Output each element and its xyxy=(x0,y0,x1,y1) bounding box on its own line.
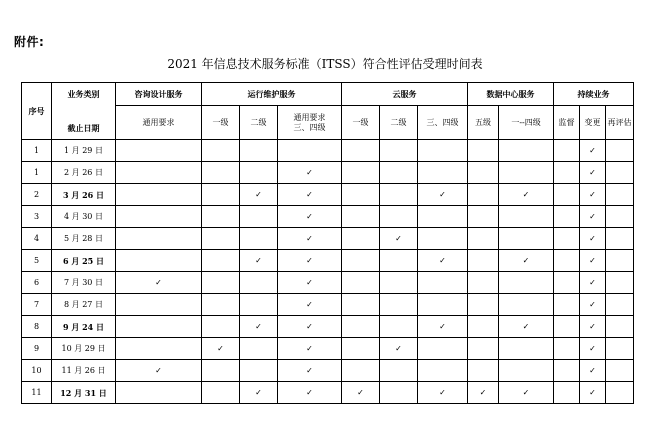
row-cell-2 xyxy=(240,228,278,250)
check-icon: ✓ xyxy=(306,211,313,221)
row-cell-6 xyxy=(418,338,468,360)
row-cell-10 xyxy=(580,250,606,272)
check-icon: ✓ xyxy=(589,145,596,155)
row-cell-0 xyxy=(116,338,202,360)
row-cell-1 xyxy=(202,294,240,316)
row-cell-2 xyxy=(240,338,278,360)
row-cell-2 xyxy=(240,162,278,184)
table-row xyxy=(22,360,634,382)
row-cell-6 xyxy=(418,382,468,404)
row-cell-8 xyxy=(499,184,554,206)
check-icon: ✓ xyxy=(439,387,446,397)
header-group-1: 运行维护服务 xyxy=(202,83,342,106)
row-seq: 1 xyxy=(22,162,52,184)
check-icon: ✓ xyxy=(306,387,313,397)
check-icon: ✓ xyxy=(589,189,596,199)
check-icon: ✓ xyxy=(479,387,487,397)
row-cell-4 xyxy=(342,250,380,272)
row-cell-5 xyxy=(380,184,418,206)
row-cell-1 xyxy=(202,250,240,272)
check-icon: ✓ xyxy=(439,189,446,199)
row-cell-7 xyxy=(468,162,499,184)
row-cell-3 xyxy=(278,184,342,206)
row-cell-4 xyxy=(342,316,380,338)
row-seq: 8 xyxy=(22,316,52,338)
row-cell-7 xyxy=(468,250,499,272)
row-cell-7 xyxy=(468,382,499,404)
header-sub-5: 二级 xyxy=(380,106,418,140)
row-cell-11 xyxy=(606,162,634,184)
row-cell-1 xyxy=(202,228,240,250)
check-icon: ✓ xyxy=(306,277,313,287)
row-cell-7 xyxy=(468,140,499,162)
row-cell-2 xyxy=(240,360,278,382)
table-row xyxy=(22,250,634,272)
row-cell-3 xyxy=(278,360,342,382)
row-cell-8 xyxy=(499,294,554,316)
row-cell-9 xyxy=(554,294,580,316)
check-icon: ✓ xyxy=(589,277,596,287)
check-icon: ✓ xyxy=(306,299,313,309)
header-sub-3: 通用要求 三、四级 xyxy=(278,106,342,140)
row-cell-5 xyxy=(380,272,418,294)
header-sub-6: 三、四级 xyxy=(418,106,468,140)
check-icon: ✓ xyxy=(217,343,224,353)
row-cell-1 xyxy=(202,140,240,162)
row-cell-2 xyxy=(240,294,278,316)
row-cell-3 xyxy=(278,228,342,250)
check-icon: ✓ xyxy=(589,233,596,243)
row-cell-3 xyxy=(278,294,342,316)
check-icon: ✓ xyxy=(439,321,446,331)
row-cell-2 xyxy=(240,184,278,206)
check-icon: ✓ xyxy=(589,167,596,177)
header-sub-11: 再评估 xyxy=(606,106,634,140)
row-cell-4 xyxy=(342,338,380,360)
check-icon: ✓ xyxy=(306,233,313,243)
row-cell-8 xyxy=(499,338,554,360)
check-icon: ✓ xyxy=(522,255,530,265)
row-cell-7 xyxy=(468,228,499,250)
header-sub-10: 变更 xyxy=(580,106,606,140)
row-cell-8 xyxy=(499,206,554,228)
row-cell-6 xyxy=(418,162,468,184)
row-cell-0 xyxy=(116,206,202,228)
check-icon: ✓ xyxy=(255,189,262,199)
row-cell-1 xyxy=(202,272,240,294)
row-cell-11 xyxy=(606,382,634,404)
check-icon: ✓ xyxy=(255,255,262,265)
row-cell-5 xyxy=(380,140,418,162)
row-deadline: 3 月 26 日 xyxy=(52,184,116,206)
check-icon: ✓ xyxy=(255,387,262,397)
row-cell-9 xyxy=(554,382,580,404)
check-icon: ✓ xyxy=(589,387,596,397)
header-group-3: 数据中心服务 xyxy=(468,83,554,106)
row-seq: 11 xyxy=(22,382,52,404)
row-cell-9 xyxy=(554,250,580,272)
row-cell-4 xyxy=(342,184,380,206)
row-cell-11 xyxy=(606,228,634,250)
row-cell-0 xyxy=(116,250,202,272)
row-cell-5 xyxy=(380,228,418,250)
row-cell-5 xyxy=(380,382,418,404)
row-cell-7 xyxy=(468,338,499,360)
row-cell-11 xyxy=(606,184,634,206)
header-category: 业务类别 xyxy=(67,89,100,99)
row-cell-10 xyxy=(580,162,606,184)
row-cell-8 xyxy=(499,250,554,272)
row-cell-4 xyxy=(342,294,380,316)
row-deadline: 1 月 29 日 xyxy=(52,140,116,162)
row-seq: 10 xyxy=(22,360,52,382)
row-cell-3 xyxy=(278,140,342,162)
check-icon: ✓ xyxy=(522,189,530,199)
check-icon: ✓ xyxy=(522,321,530,331)
row-deadline: 10 月 29 日 xyxy=(52,338,116,360)
check-icon: ✓ xyxy=(589,211,596,221)
row-cell-5 xyxy=(380,294,418,316)
row-cell-9 xyxy=(554,228,580,250)
row-cell-3 xyxy=(278,316,342,338)
row-cell-0 xyxy=(116,382,202,404)
row-cell-11 xyxy=(606,360,634,382)
row-cell-5 xyxy=(380,250,418,272)
header-sub-9: 监督 xyxy=(554,106,580,140)
row-seq: 4 xyxy=(22,228,52,250)
row-cell-1 xyxy=(202,316,240,338)
row-deadline: 2 月 26 日 xyxy=(52,162,116,184)
check-icon: ✓ xyxy=(589,343,596,353)
row-cell-6 xyxy=(418,206,468,228)
table-row xyxy=(22,162,634,184)
table-row xyxy=(22,206,634,228)
row-cell-9 xyxy=(554,316,580,338)
row-cell-8 xyxy=(499,162,554,184)
row-cell-3 xyxy=(278,338,342,360)
check-icon: ✓ xyxy=(306,321,313,331)
header-sub-7: 五级 xyxy=(468,106,499,140)
page-title: 2021 年信息技术服务标准（ITSS）符合性评估受理时间表 xyxy=(167,57,483,71)
row-cell-10 xyxy=(580,338,606,360)
row-cell-4 xyxy=(342,272,380,294)
row-cell-3 xyxy=(278,162,342,184)
row-deadline: 9 月 24 日 xyxy=(52,316,116,338)
check-icon: ✓ xyxy=(306,189,313,199)
row-seq: 9 xyxy=(22,338,52,360)
row-cell-2 xyxy=(240,206,278,228)
row-cell-1 xyxy=(202,360,240,382)
check-icon: ✓ xyxy=(589,365,596,375)
row-cell-5 xyxy=(380,162,418,184)
row-seq: 6 xyxy=(22,272,52,294)
row-cell-10 xyxy=(580,294,606,316)
row-deadline: 4 月 30 日 xyxy=(52,206,116,228)
header-group-0: 咨询设计服务 xyxy=(116,83,202,106)
schedule-table xyxy=(21,82,634,404)
row-cell-0 xyxy=(116,316,202,338)
row-cell-0 xyxy=(116,272,202,294)
check-icon: ✓ xyxy=(306,365,313,375)
row-cell-11 xyxy=(606,140,634,162)
row-cell-4 xyxy=(342,228,380,250)
row-cell-3 xyxy=(278,272,342,294)
row-cell-10 xyxy=(580,360,606,382)
header-group-2: 云服务 xyxy=(342,83,468,106)
row-cell-1 xyxy=(202,162,240,184)
row-cell-7 xyxy=(468,206,499,228)
row-cell-0 xyxy=(116,360,202,382)
row-cell-11 xyxy=(606,316,634,338)
row-cell-10 xyxy=(580,272,606,294)
check-icon: ✓ xyxy=(589,299,596,309)
attachment-label: 附件: xyxy=(14,35,45,49)
row-cell-6 xyxy=(418,184,468,206)
row-cell-6 xyxy=(418,316,468,338)
row-cell-2 xyxy=(240,250,278,272)
row-cell-3 xyxy=(278,206,342,228)
row-cell-0 xyxy=(116,228,202,250)
header-category-deadline xyxy=(52,83,116,140)
row-cell-7 xyxy=(468,316,499,338)
table-row xyxy=(22,140,634,162)
row-cell-5 xyxy=(380,360,418,382)
row-cell-10 xyxy=(580,382,606,404)
row-deadline: 7 月 30 日 xyxy=(52,272,116,294)
header-sub-8: 一--四级 xyxy=(499,106,554,140)
row-deadline: 6 月 25 日 xyxy=(52,250,116,272)
row-cell-8 xyxy=(499,360,554,382)
row-cell-10 xyxy=(580,206,606,228)
row-cell-4 xyxy=(342,206,380,228)
row-seq: 2 xyxy=(22,184,52,206)
row-cell-9 xyxy=(554,184,580,206)
row-deadline: 12 月 31 日 xyxy=(52,382,116,404)
header-sub-2: 二级 xyxy=(240,106,278,140)
check-icon: ✓ xyxy=(155,365,162,375)
row-cell-9 xyxy=(554,338,580,360)
row-cell-2 xyxy=(240,140,278,162)
row-cell-11 xyxy=(606,206,634,228)
row-cell-4 xyxy=(342,360,380,382)
row-cell-6 xyxy=(418,228,468,250)
header-sub-0: 通用要求 xyxy=(116,106,202,140)
row-cell-7 xyxy=(468,360,499,382)
check-icon: ✓ xyxy=(306,167,313,177)
check-icon: ✓ xyxy=(439,255,446,265)
row-cell-7 xyxy=(468,294,499,316)
row-cell-4 xyxy=(342,382,380,404)
row-cell-0 xyxy=(116,294,202,316)
row-cell-9 xyxy=(554,272,580,294)
row-cell-6 xyxy=(418,250,468,272)
row-cell-6 xyxy=(418,140,468,162)
row-cell-10 xyxy=(580,184,606,206)
row-cell-1 xyxy=(202,184,240,206)
table-row xyxy=(22,184,634,206)
row-seq: 1 xyxy=(22,140,52,162)
check-icon: ✓ xyxy=(306,255,313,265)
row-cell-5 xyxy=(380,206,418,228)
header-deadline: 截止日期 xyxy=(67,123,100,133)
table-row xyxy=(22,272,634,294)
row-cell-10 xyxy=(580,316,606,338)
check-icon: ✓ xyxy=(589,255,596,265)
row-seq: 5 xyxy=(22,250,52,272)
row-cell-2 xyxy=(240,272,278,294)
table-row xyxy=(22,338,634,360)
row-cell-11 xyxy=(606,272,634,294)
row-cell-8 xyxy=(499,272,554,294)
row-cell-7 xyxy=(468,184,499,206)
row-seq: 3 xyxy=(22,206,52,228)
header-group-4: 持续业务 xyxy=(554,83,634,106)
row-cell-2 xyxy=(240,382,278,404)
row-cell-9 xyxy=(554,162,580,184)
header-sub-4: 一级 xyxy=(342,106,380,140)
row-cell-11 xyxy=(606,250,634,272)
row-cell-1 xyxy=(202,206,240,228)
row-cell-2 xyxy=(240,316,278,338)
table-row xyxy=(22,294,634,316)
row-cell-10 xyxy=(580,140,606,162)
check-icon: ✓ xyxy=(357,387,364,397)
check-icon: ✓ xyxy=(395,343,402,353)
row-cell-5 xyxy=(380,338,418,360)
row-deadline: 8 月 27 日 xyxy=(52,294,116,316)
table-row xyxy=(22,316,634,338)
row-cell-6 xyxy=(418,272,468,294)
row-cell-1 xyxy=(202,338,240,360)
row-cell-0 xyxy=(116,184,202,206)
row-cell-9 xyxy=(554,140,580,162)
row-deadline: 5 月 28 日 xyxy=(52,228,116,250)
check-icon: ✓ xyxy=(522,387,530,397)
check-icon: ✓ xyxy=(255,321,262,331)
row-cell-9 xyxy=(554,206,580,228)
row-cell-7 xyxy=(468,272,499,294)
row-cell-8 xyxy=(499,228,554,250)
row-cell-10 xyxy=(580,228,606,250)
row-cell-8 xyxy=(499,140,554,162)
row-cell-4 xyxy=(342,162,380,184)
row-cell-6 xyxy=(418,294,468,316)
row-seq: 7 xyxy=(22,294,52,316)
row-deadline: 11 月 26 日 xyxy=(52,360,116,382)
row-cell-8 xyxy=(499,316,554,338)
table-row xyxy=(22,228,634,250)
row-cell-0 xyxy=(116,140,202,162)
row-cell-8 xyxy=(499,382,554,404)
row-cell-6 xyxy=(418,360,468,382)
row-cell-9 xyxy=(554,360,580,382)
row-cell-3 xyxy=(278,382,342,404)
row-cell-11 xyxy=(606,294,634,316)
row-cell-0 xyxy=(116,162,202,184)
check-icon: ✓ xyxy=(589,321,596,331)
row-cell-5 xyxy=(380,316,418,338)
header-seq: 序号 xyxy=(22,83,52,140)
check-icon: ✓ xyxy=(155,277,162,287)
row-cell-3 xyxy=(278,250,342,272)
row-cell-1 xyxy=(202,382,240,404)
check-icon: ✓ xyxy=(395,233,402,243)
row-cell-4 xyxy=(342,140,380,162)
check-icon: ✓ xyxy=(306,343,313,353)
header-sub-1: 一级 xyxy=(202,106,240,140)
row-cell-11 xyxy=(606,338,634,360)
table-row xyxy=(22,382,634,404)
